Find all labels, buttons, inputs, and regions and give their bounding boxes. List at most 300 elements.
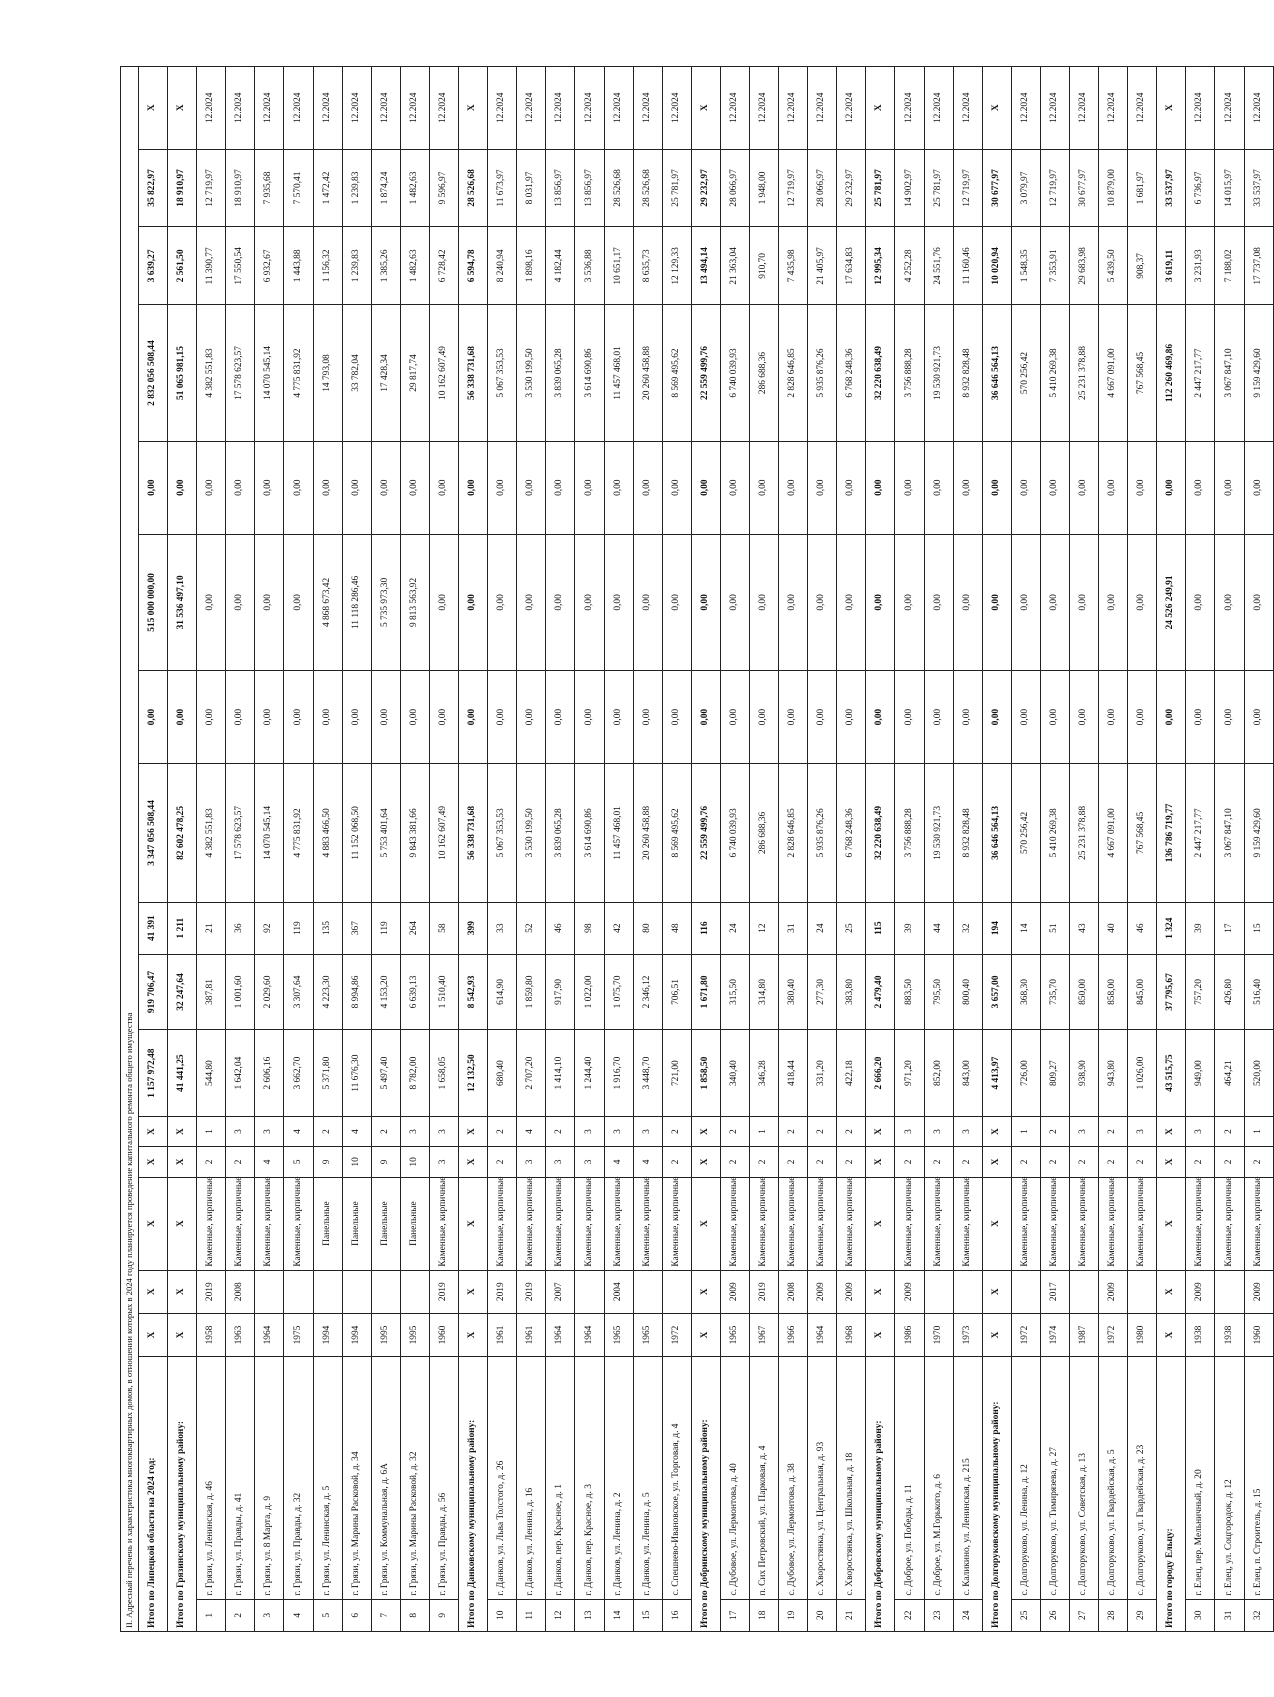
- cell-en: 1: [1244, 1116, 1273, 1146]
- cell-y2: 2009: [1244, 1270, 1273, 1313]
- cell-f4: 10 162 607,49: [429, 305, 458, 441]
- cell-f2: 0,00: [808, 534, 837, 670]
- cell-a2: 795,50: [924, 954, 953, 1030]
- cell-y1: 1994: [313, 1313, 342, 1356]
- cell-fl: X: [866, 1147, 895, 1177]
- cell-u1: 6 932,67: [255, 227, 284, 305]
- cell-ppl: 41 391: [139, 902, 168, 954]
- cell-wall: Каменные, кирпичные: [1186, 1177, 1215, 1270]
- cell-y2: X: [691, 1270, 720, 1313]
- address-cell: г. Грязи, ул. Ленинская, д. 46: [197, 1357, 226, 1599]
- cell-a2: 883,50: [895, 954, 924, 1030]
- table-row: [604, 67, 633, 1632]
- cell-date: 12.2024: [400, 67, 429, 150]
- cell-cost: 5 067 353,53: [488, 764, 517, 903]
- cell-ppl: 51: [1040, 902, 1069, 954]
- cell-fl: 2: [1215, 1147, 1244, 1177]
- table-row: [779, 67, 808, 1632]
- cell-wall: Каменные, кирпичные: [720, 1177, 749, 1270]
- cell-fl: 4: [255, 1147, 284, 1177]
- cell-en: 3: [953, 1116, 982, 1146]
- cell-f1: 0,00: [808, 671, 837, 764]
- row-number: 1: [197, 1599, 226, 1631]
- cell-f1: 0,00: [1215, 671, 1244, 764]
- address-cell: г. Грязи, ул. Марины Расковой, д. 34: [342, 1357, 371, 1599]
- cell-y2: X: [1157, 1270, 1186, 1313]
- cell-a1: 1 642,04: [226, 1030, 255, 1117]
- cell-u1: 6 594,78: [459, 227, 488, 305]
- cell-f3: 0,00: [604, 441, 633, 534]
- cell-a2: 368,30: [1011, 954, 1040, 1030]
- cell-y2: X: [459, 1270, 488, 1313]
- cell-date: 12.2024: [371, 67, 400, 150]
- cell-u1: 4 182,44: [546, 227, 575, 305]
- row-number: 15: [633, 1599, 662, 1631]
- cell-date: X: [982, 67, 1011, 150]
- table-row: [1099, 67, 1128, 1632]
- cell-u1: 5 439,50: [1099, 227, 1128, 305]
- address-cell: с. Дубовое, ул. Лермонтова, д. 38: [779, 1357, 808, 1599]
- cell-a2: 1 671,80: [691, 954, 720, 1030]
- cell-f1: 0,00: [546, 671, 575, 764]
- cell-y1: 1995: [400, 1313, 429, 1356]
- table-row: [255, 67, 284, 1632]
- row-number: 17: [720, 1599, 749, 1631]
- table-row: [1128, 67, 1157, 1632]
- cell-wall: Панельные: [313, 1177, 342, 1270]
- cell-y1: 1967: [749, 1313, 778, 1356]
- cell-ppl: 58: [429, 902, 458, 954]
- cell-date: 12.2024: [255, 67, 284, 150]
- address-cell: г. Грязи, ул. Правды, д. 32: [284, 1357, 313, 1599]
- cell-en: 2: [779, 1116, 808, 1146]
- cell-ppl: 44: [924, 902, 953, 954]
- cell-u1: 17 634,83: [837, 227, 866, 305]
- table-row: [1070, 67, 1099, 1632]
- cell-en: 1: [749, 1116, 778, 1146]
- cell-en: 3: [400, 1116, 429, 1146]
- cell-y2: [371, 1270, 400, 1313]
- cell-f1: 0,00: [1186, 671, 1215, 764]
- cell-cost: 4 382 551,83: [197, 764, 226, 903]
- cell-en: 2: [1215, 1116, 1244, 1146]
- cell-f2: 0,00: [1040, 534, 1069, 670]
- cell-en: 2: [662, 1116, 691, 1146]
- cell-cost: 4 883 466,50: [313, 764, 342, 903]
- cell-u2: 28 066,97: [720, 149, 749, 227]
- cell-u2: 25 781,97: [866, 149, 895, 227]
- cell-u2: 13 856,97: [546, 149, 575, 227]
- cell-ppl: 194: [982, 902, 1011, 954]
- cell-wall: X: [866, 1177, 895, 1270]
- address-cell: с. Доброе, ул. Победы, д. 11: [895, 1357, 924, 1599]
- cell-f3: 0,00: [255, 441, 284, 534]
- cell-ppl: 115: [866, 902, 895, 954]
- total-label: Итого по Грязинскому муниципальному району:: [168, 1357, 197, 1632]
- cell-u2: 1 482,63: [400, 149, 429, 227]
- cell-date: 12.2024: [720, 67, 749, 150]
- cell-u1: 13 494,14: [691, 227, 720, 305]
- cell-y2: [1215, 1270, 1244, 1313]
- table-row: [1186, 67, 1215, 1632]
- cell-y2: 2008: [226, 1270, 255, 1313]
- cell-y1: 1964: [255, 1313, 284, 1356]
- cell-ppl: 264: [400, 902, 429, 954]
- cell-y1: 1964: [808, 1313, 837, 1356]
- cell-cost: 3 756 888,28: [895, 764, 924, 903]
- cell-fl: 2: [1099, 1147, 1128, 1177]
- cell-f4: 14 070 545,14: [255, 305, 284, 441]
- table-row: [197, 67, 226, 1632]
- cell-fl: 2: [1128, 1147, 1157, 1177]
- cell-wall: Панельные: [400, 1177, 429, 1270]
- cell-wall: Каменные, кирпичные: [429, 1177, 458, 1270]
- cell-cost: 3 530 199,50: [517, 764, 546, 903]
- cell-y2: 2019: [429, 1270, 458, 1313]
- cell-date: 12.2024: [313, 67, 342, 150]
- cell-y2: [953, 1270, 982, 1313]
- cell-f2: 0,00: [633, 534, 662, 670]
- cell-wall: Каменные, кирпичные: [1011, 1177, 1040, 1270]
- cell-cost: 3 614 690,86: [575, 764, 604, 903]
- cell-date: 12.2024: [1099, 67, 1128, 150]
- address-cell: г. Елец, пер. Мельничный, д. 20: [1186, 1357, 1215, 1599]
- cell-f3: 0,00: [662, 441, 691, 534]
- table-row: [808, 67, 837, 1632]
- cell-a1: 680,40: [488, 1030, 517, 1117]
- cell-date: 12.2024: [197, 67, 226, 150]
- cell-f1: 0,00: [1011, 671, 1040, 764]
- cell-y1: X: [1157, 1313, 1186, 1356]
- cell-date: 12.2024: [1070, 67, 1099, 150]
- cell-fl: 4: [633, 1147, 662, 1177]
- cell-f3: 0,00: [982, 441, 1011, 534]
- cell-en: 1: [1011, 1116, 1040, 1146]
- cell-u2: 14 015,97: [1215, 149, 1244, 227]
- cell-u1: 8 240,94: [488, 227, 517, 305]
- cell-cost: 56 338 731,68: [459, 764, 488, 903]
- cell-f4: 5 410 269,38: [1040, 305, 1069, 441]
- cell-f4: 112 260 469,86: [1157, 305, 1186, 441]
- cell-f2: 0,00: [429, 534, 458, 670]
- address-cell: г. Данков, ул. Ленина, д. 16: [517, 1357, 546, 1599]
- cell-y1: X: [866, 1313, 895, 1356]
- total-row: [168, 67, 197, 1632]
- row-number: 13: [575, 1599, 604, 1631]
- cell-f4: 29 817,74: [400, 305, 429, 441]
- cell-ppl: 43: [1070, 902, 1099, 954]
- cell-y1: 1960: [429, 1313, 458, 1356]
- cell-f2: 0,00: [1215, 534, 1244, 670]
- cell-f2: 0,00: [488, 534, 517, 670]
- table-row: [895, 67, 924, 1632]
- cell-f3: 0,00: [429, 441, 458, 534]
- cell-en: 1: [197, 1116, 226, 1146]
- cell-en: 3: [255, 1116, 284, 1146]
- address-cell: с. Хворостянка, ул. Центральная, д. 93: [808, 1357, 837, 1599]
- cell-y2: [255, 1270, 284, 1313]
- row-number: 16: [662, 1599, 691, 1631]
- cell-f4: 3 530 199,50: [517, 305, 546, 441]
- cell-f2: 0,00: [1186, 534, 1215, 670]
- cell-f3: 0,00: [400, 441, 429, 534]
- cell-cost: 11 152 068,50: [342, 764, 371, 903]
- cell-f3: 0,00: [633, 441, 662, 534]
- cell-ppl: 367: [342, 902, 371, 954]
- cell-f4: 11 457 468,01: [604, 305, 633, 441]
- row-number: 26: [1040, 1599, 1069, 1631]
- cell-date: 12.2024: [429, 67, 458, 150]
- cell-y2: [342, 1270, 371, 1313]
- cell-date: 12.2024: [517, 67, 546, 150]
- total-row: [691, 67, 720, 1632]
- cell-f1: 0,00: [691, 671, 720, 764]
- cell-a2: 314,80: [749, 954, 778, 1030]
- cell-a1: 346,28: [749, 1030, 778, 1117]
- cell-u2: 12 719,97: [779, 149, 808, 227]
- table-row: [313, 67, 342, 1632]
- address-cell: г. Грязи, ул. 8 Марта, д. 9: [255, 1357, 284, 1599]
- row-number: 21: [837, 1599, 866, 1631]
- cell-y1: 1938: [1186, 1313, 1215, 1356]
- cell-cost: 5 753 401,64: [371, 764, 400, 903]
- cell-a1: 726,00: [1011, 1030, 1040, 1117]
- cell-f3: 0,00: [953, 441, 982, 534]
- cell-y2: 2008: [779, 1270, 808, 1313]
- row-number: 9: [429, 1599, 458, 1631]
- cell-y1: 1961: [488, 1313, 517, 1356]
- cell-fl: 2: [837, 1147, 866, 1177]
- cell-cost: 6 740 039,93: [720, 764, 749, 903]
- cell-wall: Панельные: [371, 1177, 400, 1270]
- address-cell: с. Каликино, ул. Ленинская, д. 215: [953, 1357, 982, 1599]
- cell-f4: 8 932 828,48: [953, 305, 982, 441]
- cell-date: 12.2024: [575, 67, 604, 150]
- cell-u2: 14 902,97: [895, 149, 924, 227]
- cell-fl: 2: [1186, 1147, 1215, 1177]
- cell-f4: 6 768 248,36: [837, 305, 866, 441]
- cell-f4: 14 793,08: [313, 305, 342, 441]
- cell-f3: 0,00: [488, 441, 517, 534]
- cell-y2: [1070, 1270, 1099, 1313]
- cell-date: 12.2024: [604, 67, 633, 150]
- cell-f1: 0,00: [662, 671, 691, 764]
- cell-a2: 1 859,80: [517, 954, 546, 1030]
- cell-u1: 1 239,83: [342, 227, 371, 305]
- total-row: [982, 67, 1011, 1632]
- cell-a1: 1 026,00: [1128, 1030, 1157, 1117]
- cell-date: X: [459, 67, 488, 150]
- cell-en: X: [1157, 1116, 1186, 1146]
- cell-a2: 2 029,60: [255, 954, 284, 1030]
- cell-date: 12.2024: [749, 67, 778, 150]
- cell-y1: 1965: [633, 1313, 662, 1356]
- section-title: II. Адресный перечень и характеристика многоквартирных домов, в отношении которых в 2024 году планируется проведение капитального ремонта общего имущества: [121, 67, 139, 1632]
- cell-a1: 41 441,25: [168, 1030, 197, 1117]
- cell-en: 2: [720, 1116, 749, 1146]
- table-body: [121, 67, 1274, 1632]
- cell-u1: 10 020,94: [982, 227, 1011, 305]
- cell-f4: 286 688,36: [749, 305, 778, 441]
- cell-cost: 4 667 091,00: [1099, 764, 1128, 903]
- cell-date: 12.2024: [837, 67, 866, 150]
- cell-f3: 0,00: [197, 441, 226, 534]
- cell-f1: 0,00: [604, 671, 633, 764]
- cell-f3: 0,00: [459, 441, 488, 534]
- total-row: [1157, 67, 1186, 1632]
- cell-ppl: 119: [284, 902, 313, 954]
- row-number: 28: [1099, 1599, 1128, 1631]
- cell-a2: 845,00: [1128, 954, 1157, 1030]
- cell-a2: 4 153,20: [371, 954, 400, 1030]
- cell-cost: 767 568,45: [1128, 764, 1157, 903]
- cell-date: 12.2024: [284, 67, 313, 150]
- cell-a2: 32 247,64: [168, 954, 197, 1030]
- cell-f1: 0,00: [924, 671, 953, 764]
- cell-cost: 3 347 056 508,44: [139, 764, 168, 903]
- cell-date: X: [1157, 67, 1186, 150]
- row-number: 22: [895, 1599, 924, 1631]
- address-cell: г. Грязи, ул. Коммунальная, д. 6А: [371, 1357, 400, 1599]
- cell-f4: 19 530 921,73: [924, 305, 953, 441]
- cell-fl: 2: [1070, 1147, 1099, 1177]
- cell-wall: Каменные, кирпичные: [895, 1177, 924, 1270]
- cell-a1: 949,00: [1186, 1030, 1215, 1117]
- cell-u2: 12 719,97: [1040, 149, 1069, 227]
- cell-en: 4: [284, 1116, 313, 1146]
- cell-f2: 24 526 249,91: [1157, 534, 1186, 670]
- cell-a2: 6 639,13: [400, 954, 429, 1030]
- cell-wall: X: [1157, 1177, 1186, 1270]
- cell-y2: [313, 1270, 342, 1313]
- cell-f1: 0,00: [284, 671, 313, 764]
- row-number: 4: [284, 1599, 313, 1631]
- cell-u1: 10 651,17: [604, 227, 633, 305]
- cell-a2: 919 706,47: [139, 954, 168, 1030]
- cell-f4: 3 839 065,28: [546, 305, 575, 441]
- cell-cost: 2 447 217,77: [1186, 764, 1215, 903]
- cell-fl: 2: [488, 1147, 517, 1177]
- cell-f1: 0,00: [400, 671, 429, 764]
- row-number: 24: [953, 1599, 982, 1631]
- cell-f1: 0,00: [749, 671, 778, 764]
- cell-date: 12.2024: [633, 67, 662, 150]
- cell-fl: 3: [546, 1147, 575, 1177]
- cell-cost: 3 839 065,28: [546, 764, 575, 903]
- cell-wall: Каменные, кирпичные: [1070, 1177, 1099, 1270]
- cell-u1: 3 536,88: [575, 227, 604, 305]
- cell-a1: 943,80: [1099, 1030, 1128, 1117]
- cell-f4: 767 568,45: [1128, 305, 1157, 441]
- cell-fl: X: [1157, 1147, 1186, 1177]
- table-row: [517, 67, 546, 1632]
- cell-u1: 7 435,98: [779, 227, 808, 305]
- row-number: 6: [342, 1599, 371, 1631]
- total-label: Итого по Долгоруковскому муниципальному району:: [982, 1357, 1011, 1632]
- cell-cost: 22 559 499,76: [691, 764, 720, 903]
- cell-u1: 17 737,08: [1244, 227, 1273, 305]
- cell-date: 12.2024: [1040, 67, 1069, 150]
- cell-f1: 0,00: [866, 671, 895, 764]
- cell-fl: 5: [284, 1147, 313, 1177]
- cell-f4: 9 159 429,60: [1244, 305, 1273, 441]
- cell-date: 12.2024: [546, 67, 575, 150]
- cell-en: 2: [837, 1116, 866, 1146]
- row-number: 27: [1070, 1599, 1099, 1631]
- cell-f3: 0,00: [575, 441, 604, 534]
- cell-f1: 0,00: [371, 671, 400, 764]
- cell-fl: 2: [779, 1147, 808, 1177]
- cell-fl: X: [459, 1147, 488, 1177]
- cell-cost: 286 688,36: [749, 764, 778, 903]
- cell-u1: 8 635,73: [633, 227, 662, 305]
- cell-en: 3: [1128, 1116, 1157, 1146]
- cell-u2: 1 948,00: [749, 149, 778, 227]
- cell-u1: 3 639,27: [139, 227, 168, 305]
- cell-en: 3: [429, 1116, 458, 1146]
- row-number: 31: [1215, 1599, 1244, 1631]
- cell-u1: 1 156,32: [313, 227, 342, 305]
- cell-y1: 1938: [1215, 1313, 1244, 1356]
- cell-wall: Каменные, кирпичные: [604, 1177, 633, 1270]
- cell-wall: Каменные, кирпичные: [808, 1177, 837, 1270]
- cell-cost: 6 768 248,36: [837, 764, 866, 903]
- cell-a1: 12 132,50: [459, 1030, 488, 1117]
- cell-f1: 0,00: [633, 671, 662, 764]
- cell-f2: 0,00: [1099, 534, 1128, 670]
- cell-f3: 0,00: [284, 441, 313, 534]
- cell-f4: 17 428,34: [371, 305, 400, 441]
- cell-f4: 8 569 495,62: [662, 305, 691, 441]
- cell-y2: [662, 1270, 691, 1313]
- cell-y2: 2009: [720, 1270, 749, 1313]
- cell-date: 12.2024: [342, 67, 371, 150]
- cell-f2: 0,00: [197, 534, 226, 670]
- cell-f4: 4 775 831,92: [284, 305, 313, 441]
- cell-wall: Каменные, кирпичные: [1215, 1177, 1244, 1270]
- cell-f2: 5 735 973,30: [371, 534, 400, 670]
- cell-u2: 25 781,97: [662, 149, 691, 227]
- table-row: [720, 67, 749, 1632]
- row-number: 8: [400, 1599, 429, 1631]
- cell-u2: 18 910,97: [226, 149, 255, 227]
- cell-f4: 3 756 888,28: [895, 305, 924, 441]
- cell-wall: Каменные, кирпичные: [284, 1177, 313, 1270]
- cell-f2: 0,00: [255, 534, 284, 670]
- cell-wall: Каменные, кирпичные: [924, 1177, 953, 1270]
- cell-f1: 0,00: [255, 671, 284, 764]
- cell-f2: 0,00: [982, 534, 1011, 670]
- address-cell: г. Данков, ул. Ленина, д. 5: [633, 1357, 662, 1599]
- cell-f4: 3 614 690,86: [575, 305, 604, 441]
- cell-y2: [400, 1270, 429, 1313]
- cell-f1: 0,00: [982, 671, 1011, 764]
- cell-ppl: 116: [691, 902, 720, 954]
- total-row: [139, 67, 168, 1632]
- cell-fl: 2: [1244, 1147, 1273, 1177]
- cell-u2: 33 537,97: [1157, 149, 1186, 227]
- cell-y2: [575, 1270, 604, 1313]
- total-row: [459, 67, 488, 1632]
- cell-a2: 1 001,60: [226, 954, 255, 1030]
- cell-f4: 32 220 638,49: [866, 305, 895, 441]
- cell-f2: 0,00: [459, 534, 488, 670]
- row-number: 2: [226, 1599, 255, 1631]
- cell-ppl: 1 324: [1157, 902, 1186, 954]
- cell-wall: Каменные, кирпичные: [1040, 1177, 1069, 1270]
- cell-fl: X: [691, 1147, 720, 1177]
- cell-wall: Каменные, кирпичные: [226, 1177, 255, 1270]
